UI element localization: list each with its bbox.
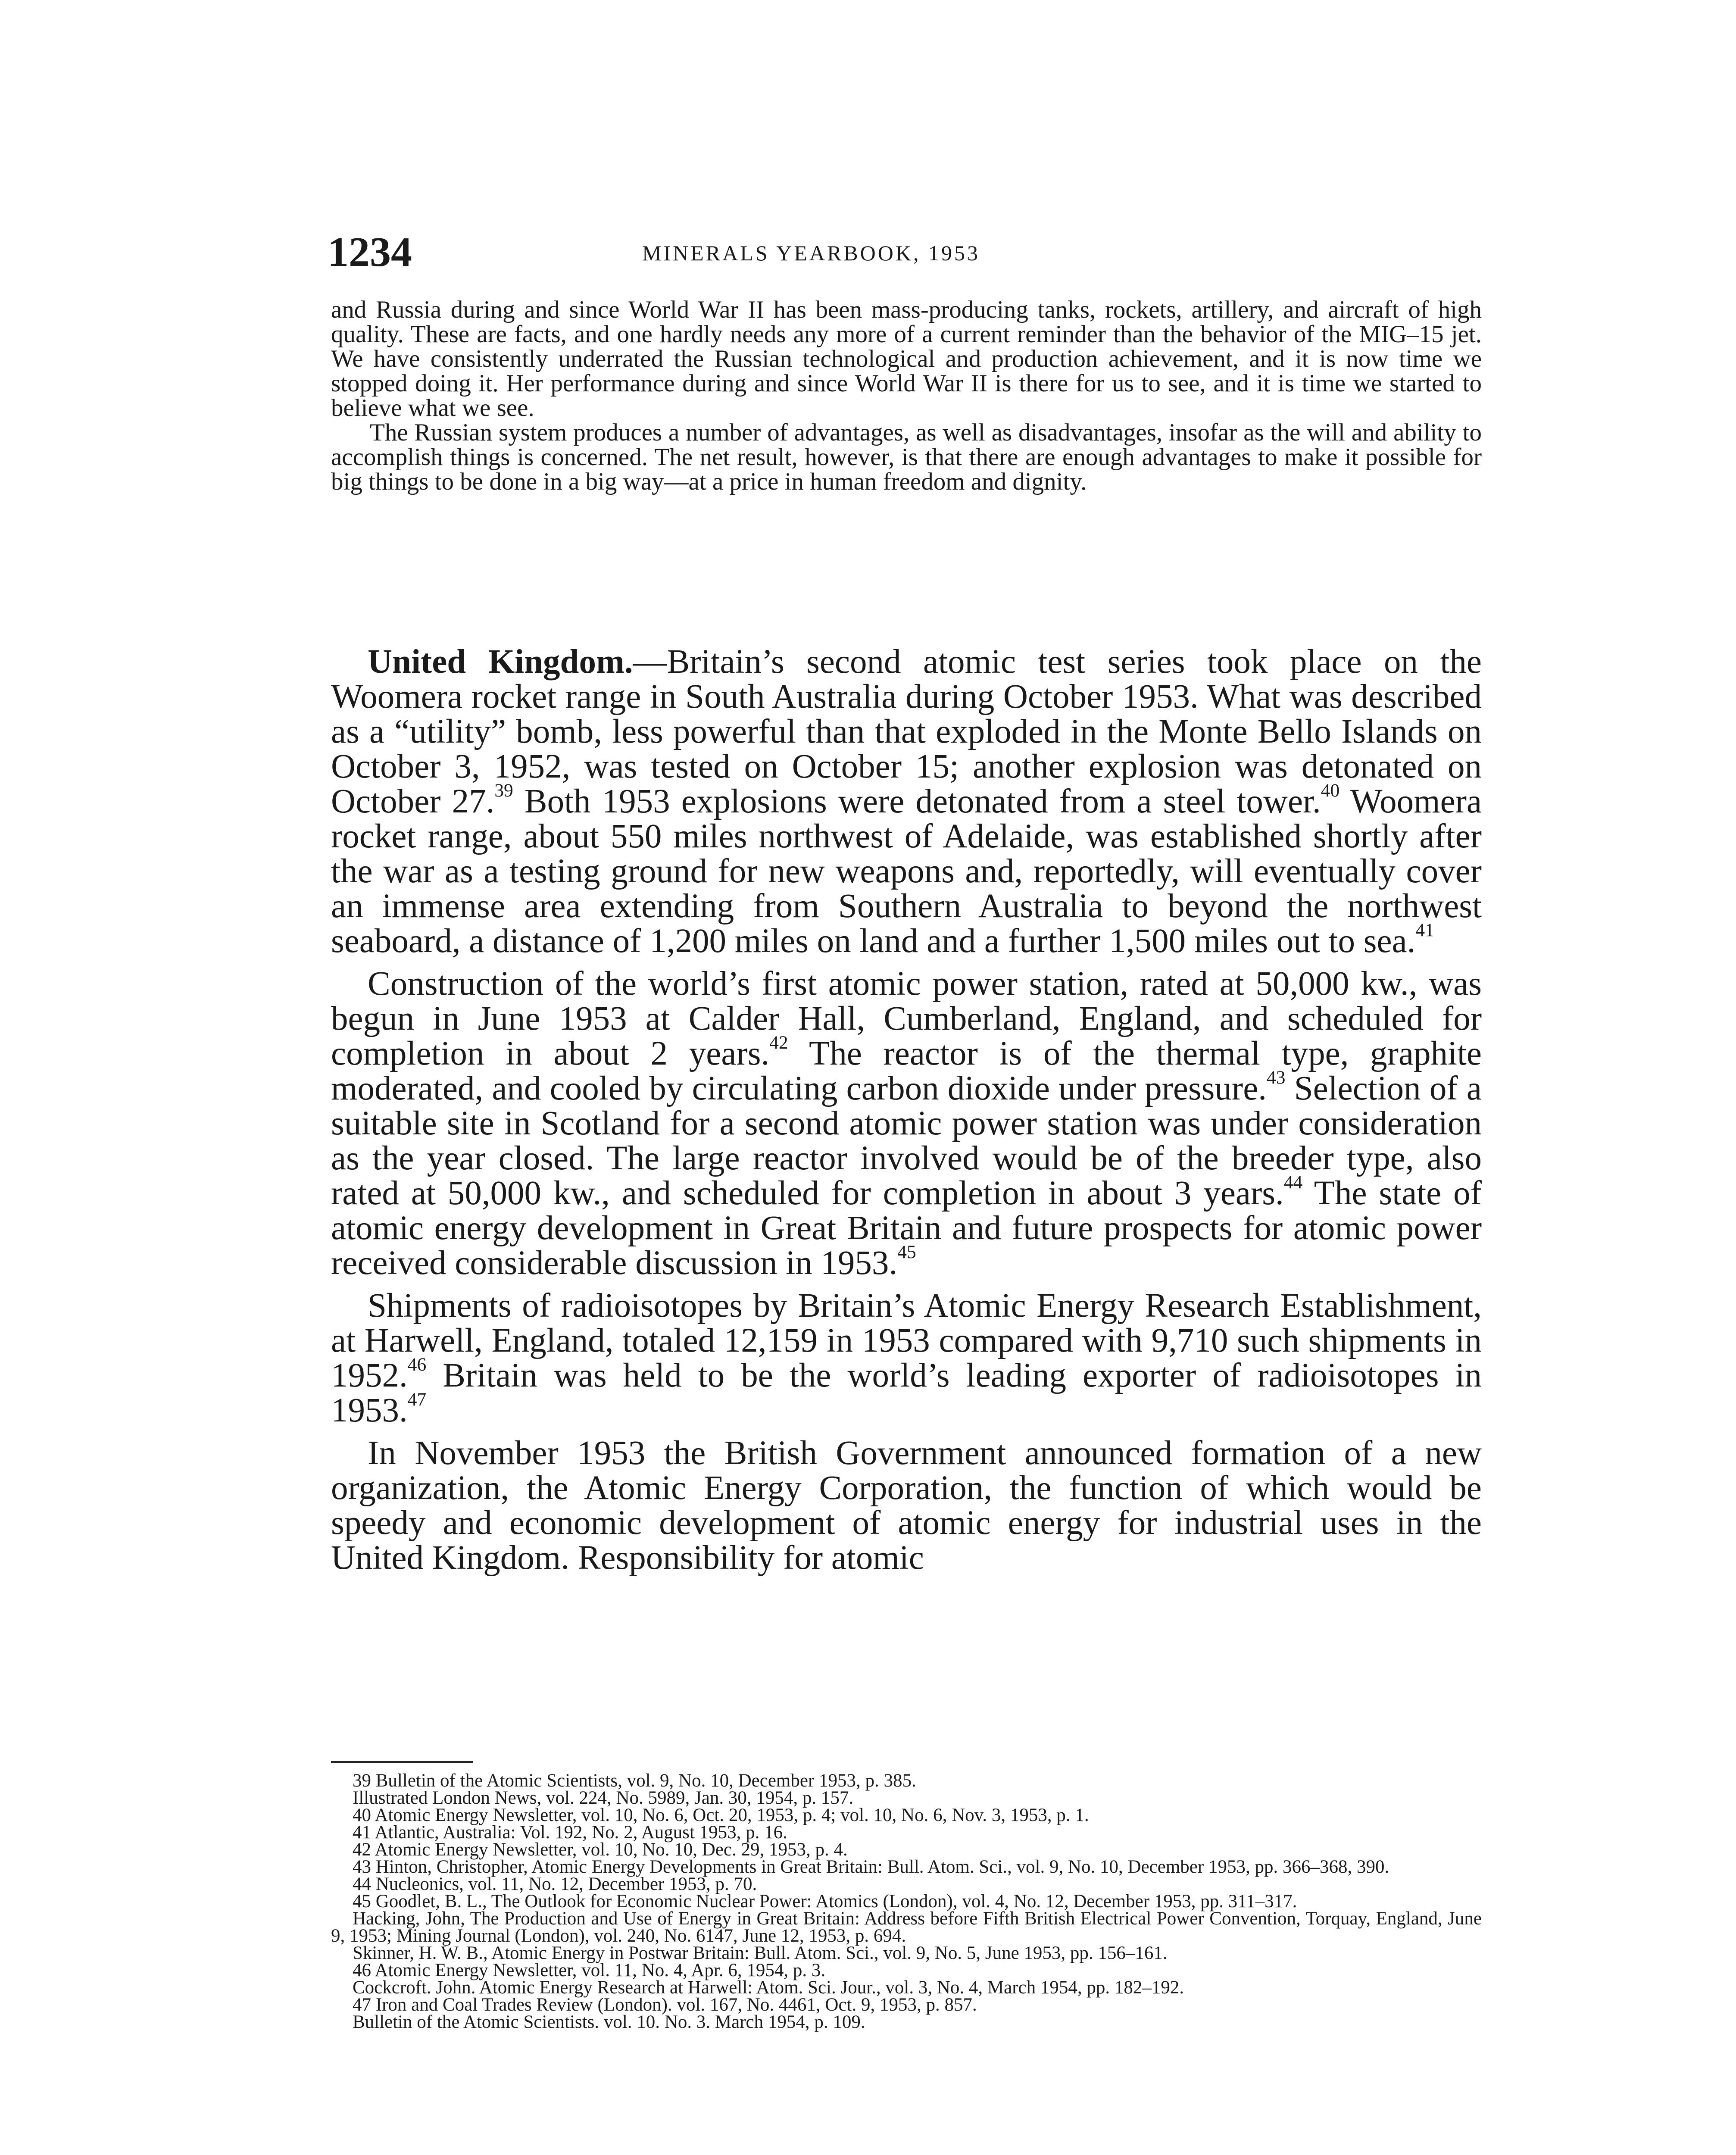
footnote-ref[interactable]: 41 [1415, 920, 1434, 941]
footnotes [331, 1772, 1482, 2031]
footnote: 43 Hinton, Christopher, Atomic Energy Developments in Great Britain: Bull. Atom. Sci., vol. 9, No. 10, December 1953, pp. 366–368, 390. [353, 1857, 1389, 1877]
intro-section [331, 297, 1482, 494]
text-run: Shipments of radioisotopes by Britain’s Atomic Energy Research Establishment, at Harwell, England, totaled 12,159 in 1953 compared with 9,710 such shipments in 1952. [331, 1287, 1482, 1394]
footnote: Hacking, John, The Production and Use of Energy in Great Britain: Address before Fifth British Electrical Power Convention, Torquay, England, June 9, 1953; Mining Journal (London), vol. 240, No. 6147, June 12, 1953, p. 694. [331, 1908, 1482, 1946]
body-paragraph-3 [331, 1288, 1482, 1428]
footnote-ref[interactable]: 40 [1321, 780, 1340, 801]
footnote: 46 Atomic Energy Newsletter, vol. 11, No. 4, Apr. 6, 1954, p. 3. [353, 1960, 826, 1980]
footnote-ref[interactable]: 47 [407, 1389, 427, 1410]
footnote: 40 Atomic Energy Newsletter, vol. 10, No. 6, Oct. 20, 1953, p. 4; vol. 10, No. 6, Nov. 3, 1953, p. 1. [353, 1805, 1089, 1825]
footnote: 45 Goodlet, B. L., The Outlook for Economic Nuclear Power: Atomics (London), vol. 4, No. 12, December 1953, pp. 311–317. [353, 1891, 1297, 1911]
footnote-ref[interactable]: 45 [897, 1242, 916, 1263]
body-paragraph-2 [331, 966, 1482, 1281]
text-run: Selection of a suitable site in Scotland for a second atomic power station was under consideration as the year closed. The large reactor involved would be of the breeder type, also rated at 50,000 kw., and scheduled for completion in about 3 years. [331, 1070, 1482, 1212]
footnote: Skinner, H. W. B., Atomic Energy in Postwar Britain: Bull. Atom. Sci., vol. 9, No. 5, June 1953, pp. 156–161. [353, 1943, 1168, 1963]
section-heading: United Kingdom. [368, 643, 633, 681]
intro-paragraph-1: and Russia during and since World War II has been mass-producing tanks, rockets, artillery, and aircraft of high quality. These are facts, and one hardly needs any more of a current reminder than the behavior of the MIG–15 jet. We have consistently underrated the Russian technological and production achievement, and it is now time we stopped doing it. Her performance during and since World War II is there for us to see, and it is time we started to believe what we see. [331, 296, 1482, 422]
text-run: The reactor is of the thermal type, graphite moderated, and cooled by circulating carbon dioxide under pressure. [331, 1035, 1482, 1107]
intro-paragraph-2: The Russian system produces a number of advantages, as well as disadvantages, insofar as the will and ability to accomplish things is concerned. The net result, however, is that there are enough advantages to make it possible for big things to be done in a big way—at a price in human freedom and dignity. [331, 419, 1482, 495]
text-run: —Britain’s second atomic test series took place on the Woomera rocket range in South Australia during October 1953. What was described as a “utility” bomb, less powerful than that exploded in the Monte Bello Islands on October 3, 1952, was tested on October 15; another explosion was detonated on October 27. [331, 643, 1482, 820]
footnote: 44 Nucleonics, vol. 11, No. 12, December 1953, p. 70. [353, 1874, 757, 1894]
text-run: Britain was held to be the world’s leading exporter of radioisotopes in 1953. [331, 1357, 1482, 1429]
footnote: Bulletin of the Atomic Scientists. vol. 10. No. 3. March 1954, p. 109. [353, 2012, 865, 2032]
text-run: Construction of the world’s first atomic power station, rated at 50,000 kw., was begun in June 1953 at Calder Hall, Cumberland, England, and scheduled for completion in about 2 years. [331, 965, 1482, 1072]
text-run: Woomera rocket range, about 550 miles northwest of Adelaide, was established shortly after the war as a testing ground for new weapons and, reportedly, will eventually cover an immense area extending from Southern Australia to beyond the northwest seaboard, a distance of 1,200 miles on land and a further 1,500 miles out to sea. [331, 783, 1482, 960]
text-run: Both 1953 explosions were detonated from a steel tower. [513, 783, 1321, 820]
footnote-ref[interactable]: 39 [494, 780, 513, 801]
body-paragraph-4: In November 1953 the British Government announced formation of a new organization, the Atomic Energy Corporation, the function of which would be speedy and economic development of atomic energy for industrial uses in the United Kingdom. Responsibility for atomic [331, 1434, 1482, 1577]
footnote: Illustrated London News, vol. 224, No. 5989, Jan. 30, 1954, p. 157. [353, 1788, 854, 1808]
footnote-divider [331, 1761, 473, 1763]
footnote: Cockcroft. John. Atomic Energy Research at Harwell: Atom. Sci. Jour., vol. 3, No. 4, March 1954, pp. 182–192. [353, 1977, 1184, 1998]
footnote-ref[interactable]: 43 [1267, 1067, 1286, 1088]
footnote: 47 Iron and Coal Trades Review (London). vol. 167, No. 4461, Oct. 9, 1953, p. 857. [353, 1995, 977, 2015]
main-body [331, 644, 1482, 1583]
body-paragraph-1 [331, 644, 1482, 959]
running-title: MINERALS YEARBOOK, 1953 [642, 241, 980, 265]
footnote: 39 Bulletin of the Atomic Scientists, vol. 9, No. 10, December 1953, p. 385. [353, 1771, 916, 1791]
text-run: The state of atomic energy development in Great Britain and future prospects for atomic power received considerable discussion in 1953. [331, 1174, 1482, 1282]
page-header [328, 226, 1491, 278]
footnote: 41 Atlantic, Australia: Vol. 192, No. 2, August 1953, p. 16. [353, 1822, 787, 1843]
footnote-ref[interactable]: 44 [1283, 1172, 1303, 1193]
footnote-ref[interactable]: 46 [407, 1354, 427, 1375]
page-number: 1234 [328, 229, 412, 275]
footnote-ref[interactable]: 42 [769, 1032, 788, 1053]
footnote: 42 Atomic Energy Newsletter, vol. 10, No. 10, Dec. 29, 1953, p. 4. [353, 1840, 848, 1860]
